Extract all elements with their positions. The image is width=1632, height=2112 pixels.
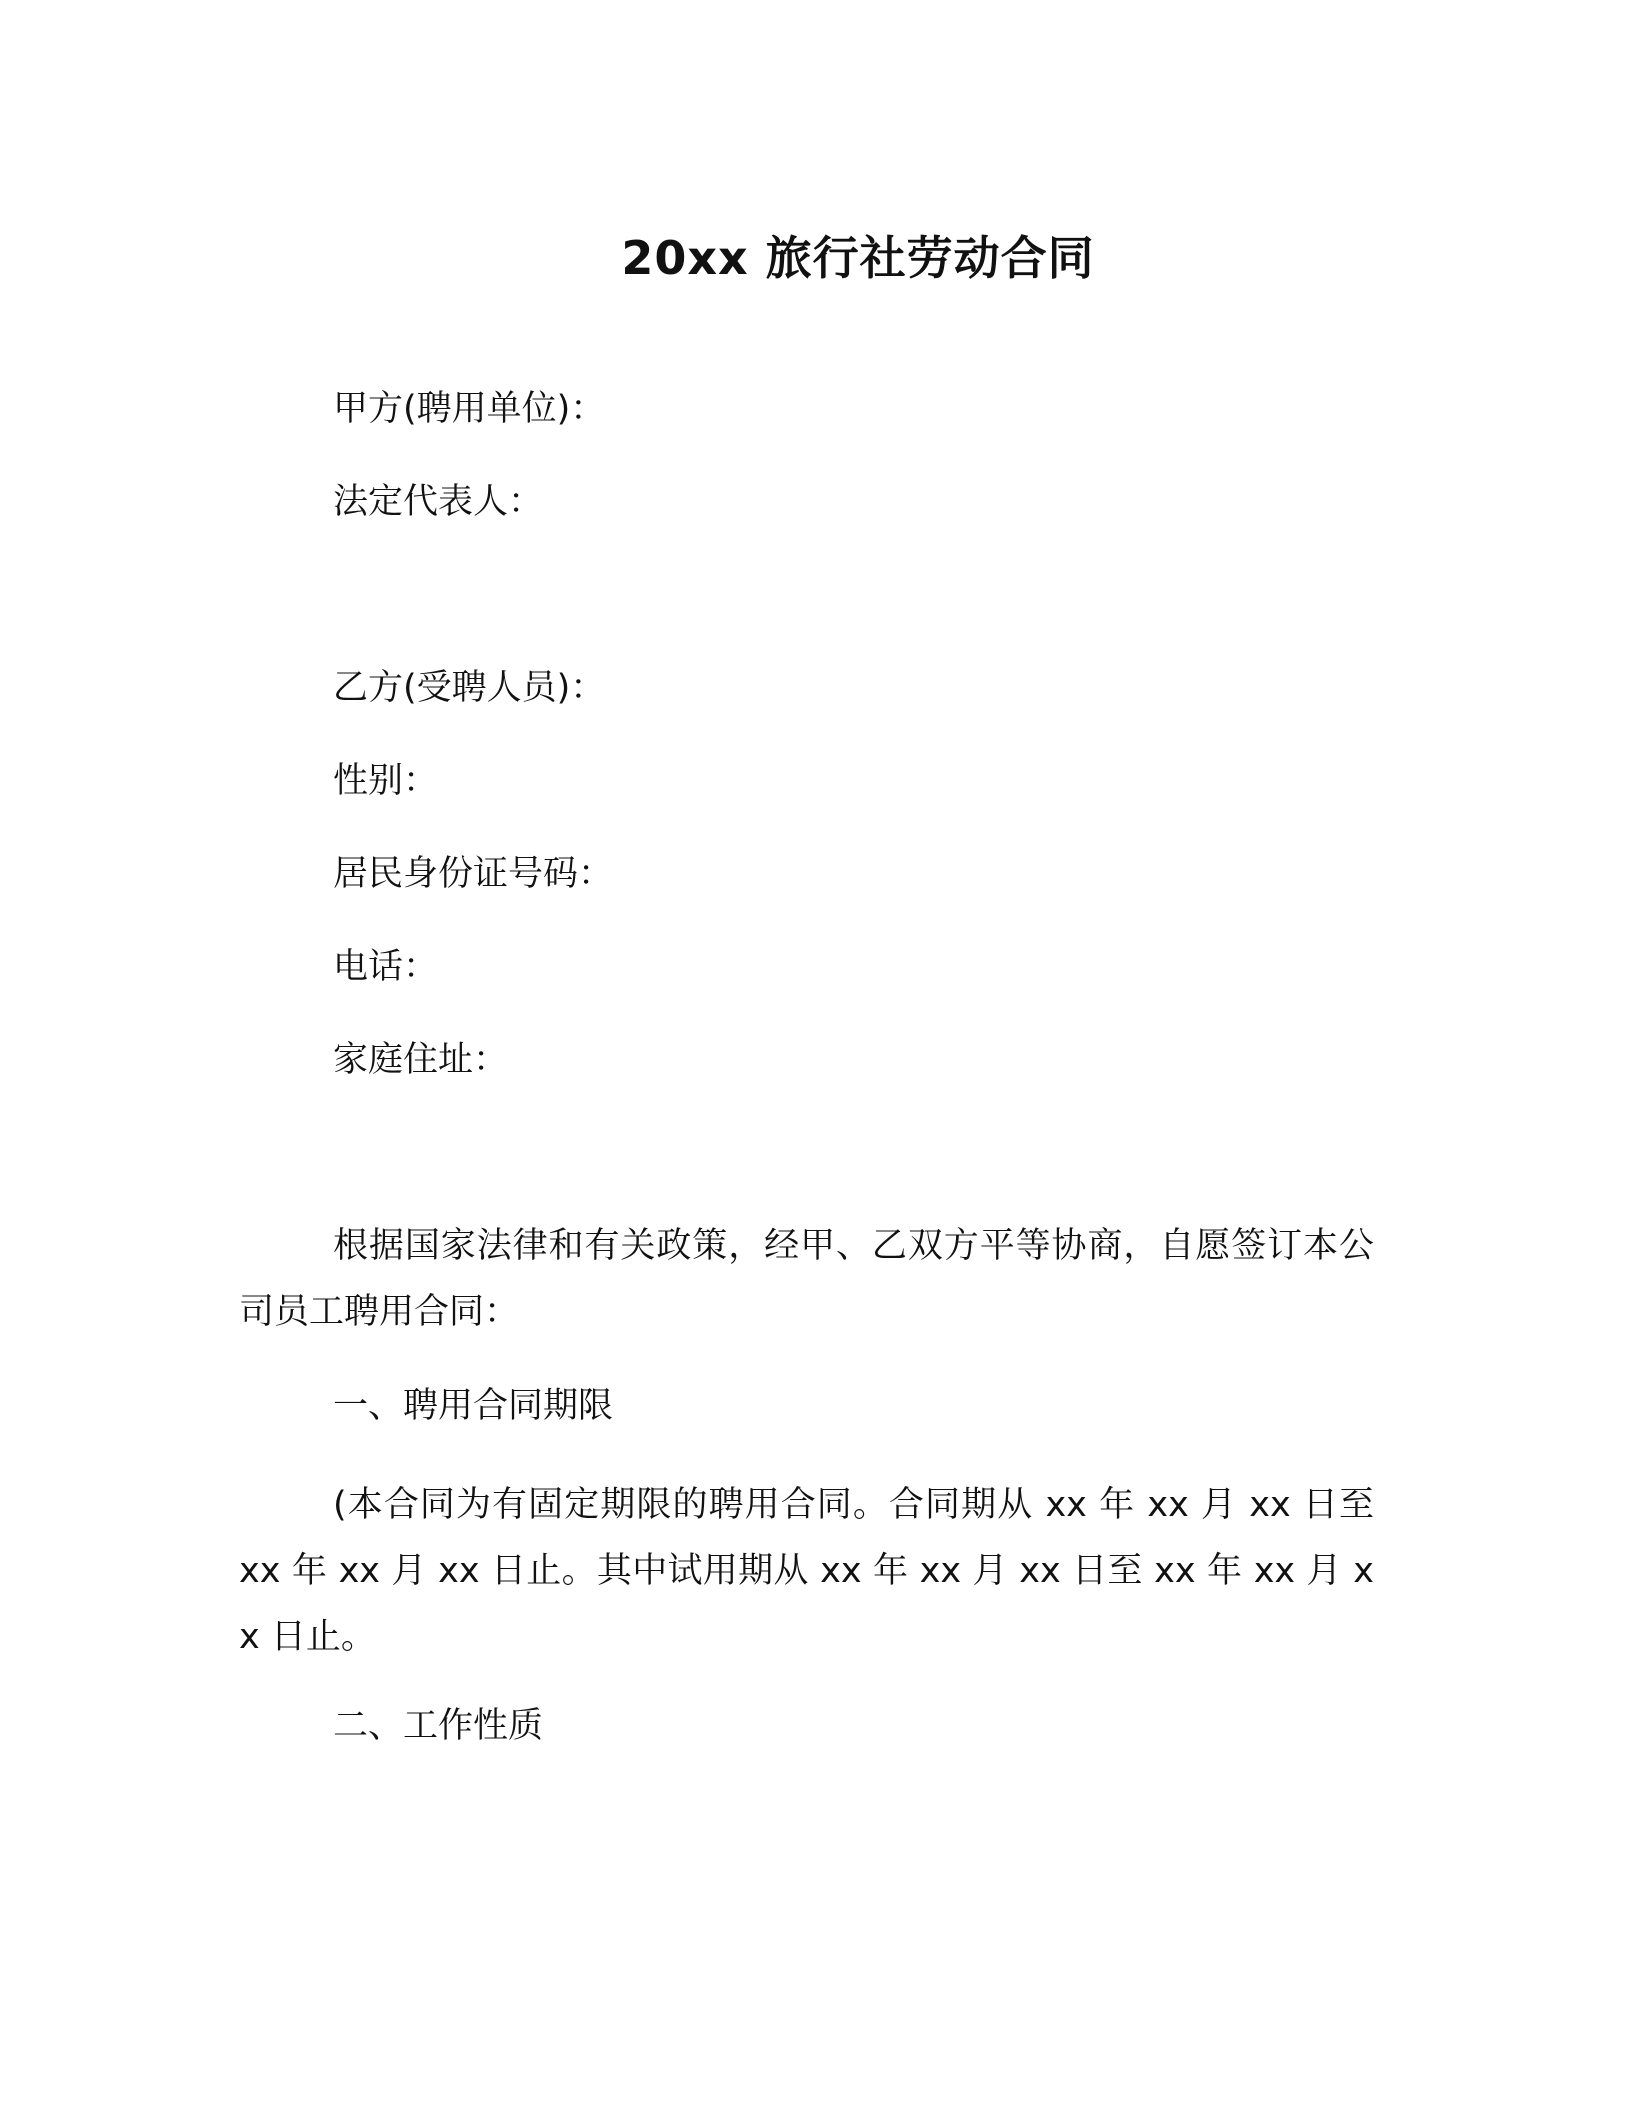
id-number-label: 居民身份证号码： bbox=[333, 854, 614, 894]
document-title: 20xx 旅行社劳动合同 bbox=[621, 231, 1095, 285]
legal-representative-label: 法定代表人： bbox=[333, 482, 544, 522]
employee-label: 乙方(受聘人员)： bbox=[333, 668, 606, 708]
home-address-label: 家庭住址： bbox=[333, 1040, 509, 1080]
intro-paragraph: 根据国家法律和有关政策，经甲、乙双方平等协商，自愿签订本公司员工聘用合同： bbox=[239, 1226, 1374, 1332]
employer-label: 甲方(聘用单位)： bbox=[333, 389, 606, 429]
gender-label: 性别： bbox=[333, 761, 439, 801]
section-2-heading: 二、工作性质 bbox=[333, 1706, 544, 1746]
section-1-body: (本合同为有固定期限的聘用合同。合同期从 xx 年 xx 月 xx 日至 xx 年 xx 月 xx 日止。其中试用期从 xx 年 xx 月 xx 日至 xx 年 xx 月 xx 日止。 bbox=[239, 1485, 1374, 1657]
phone-label: 电话： bbox=[333, 947, 439, 987]
section-1-heading: 一、聘用合同期限 bbox=[333, 1386, 614, 1426]
